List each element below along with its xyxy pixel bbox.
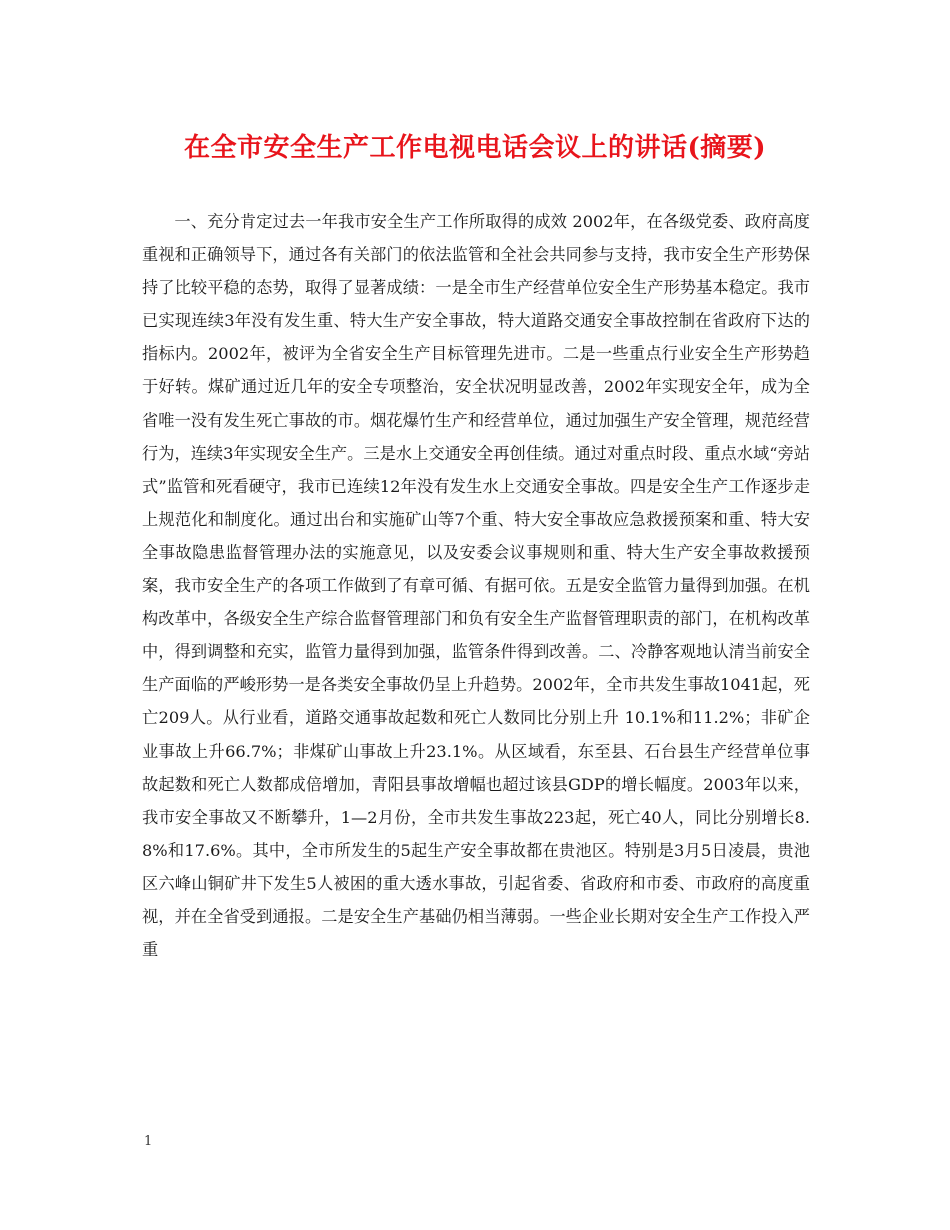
document-title: 在全市安全生产工作电视电话会议上的讲话(摘要) <box>183 133 767 163</box>
page-number: 1 <box>144 1134 153 1149</box>
document-body: 一、充分肯定过去一年我市安全生产工作所取得的成效 2002年，在各级党委、政府高度重视和正确领导下，通过各有关部门的依法监管和全社会共同参与支持，我市安全生产形势保持了比较平稳的态势，取得了显著成绩：一是全市生产经营单位安全生产形势基本稳定。我市已实现连续3年没有发生重、特大生产安全事故，特大道路交通安全事故控制在省政府下达的指标内。2002年，被评为全省安全生产目标管理先进市。二是一些重点行业安全生产形势趋于好转。煤矿通过近几年的安全专项整治，安全状况明显改善，2002年实现安全年，成为全省唯一没有发生死亡事故的市。烟花爆竹生产和经营单位，通过加强生产安全管理，规范经营行为，连续3年实现安全生产。三是水上交通安全再创佳绩。通过对重点时段、重点水域“旁站式”监管和死看硬守，我市已连续12年没有发生水上交通安全事故。四是安全生产工作逐步走上规范化和制度化。通过出台和实施矿山等7个重、特大安全事故应急救援预案和重、特大安全事故隐患监督管理办法的实施意见，以及安委会议事规则和重、特大生产安全事故救援预案，我市安全生产的各项工作做到了有章可循、有据可依。五是安全监管力量得到加强。在机构改革中，各级安全生产综合监督管理部门和负有安全生产监督管理职责的部门，在机构改革中，得到调整和充实，监管力量得到加强，监管条件得到改善。二、冷静客观地认清当前安全生产面临的严峻形势一是各类安全事故仍呈上升趋势。2002年，全市共发生事故1041起，死亡209人。从行业看，道路交通事故起数和死亡人数同比分别上升 10.1%和11.2%；非矿企业事故上升66.7%；非煤矿山事故上升23.1%。从区域看，东至县、石台县生产经营单位事故起数和死亡人数都成倍增加，青阳县事故增幅也超过该县GDP的增长幅度。2003年以来，我市安全事故又不断攀升，1—2月份，全市共发生事故223起，死亡40人，同比分别增长8.8%和17.6%。其中，全市所发生的5起生产安全事故都在贵池区。特别是3月5日凌晨，贵池区六峰山铜矿井下发生5人被困的重大透水事故，引起省委、省政府和市委、市政府的高度重视，并在全省受到通报。二是安全生产基础仍相当薄弱。一些企业长期对安全生产工作投入严重 <box>142 212 810 960</box>
